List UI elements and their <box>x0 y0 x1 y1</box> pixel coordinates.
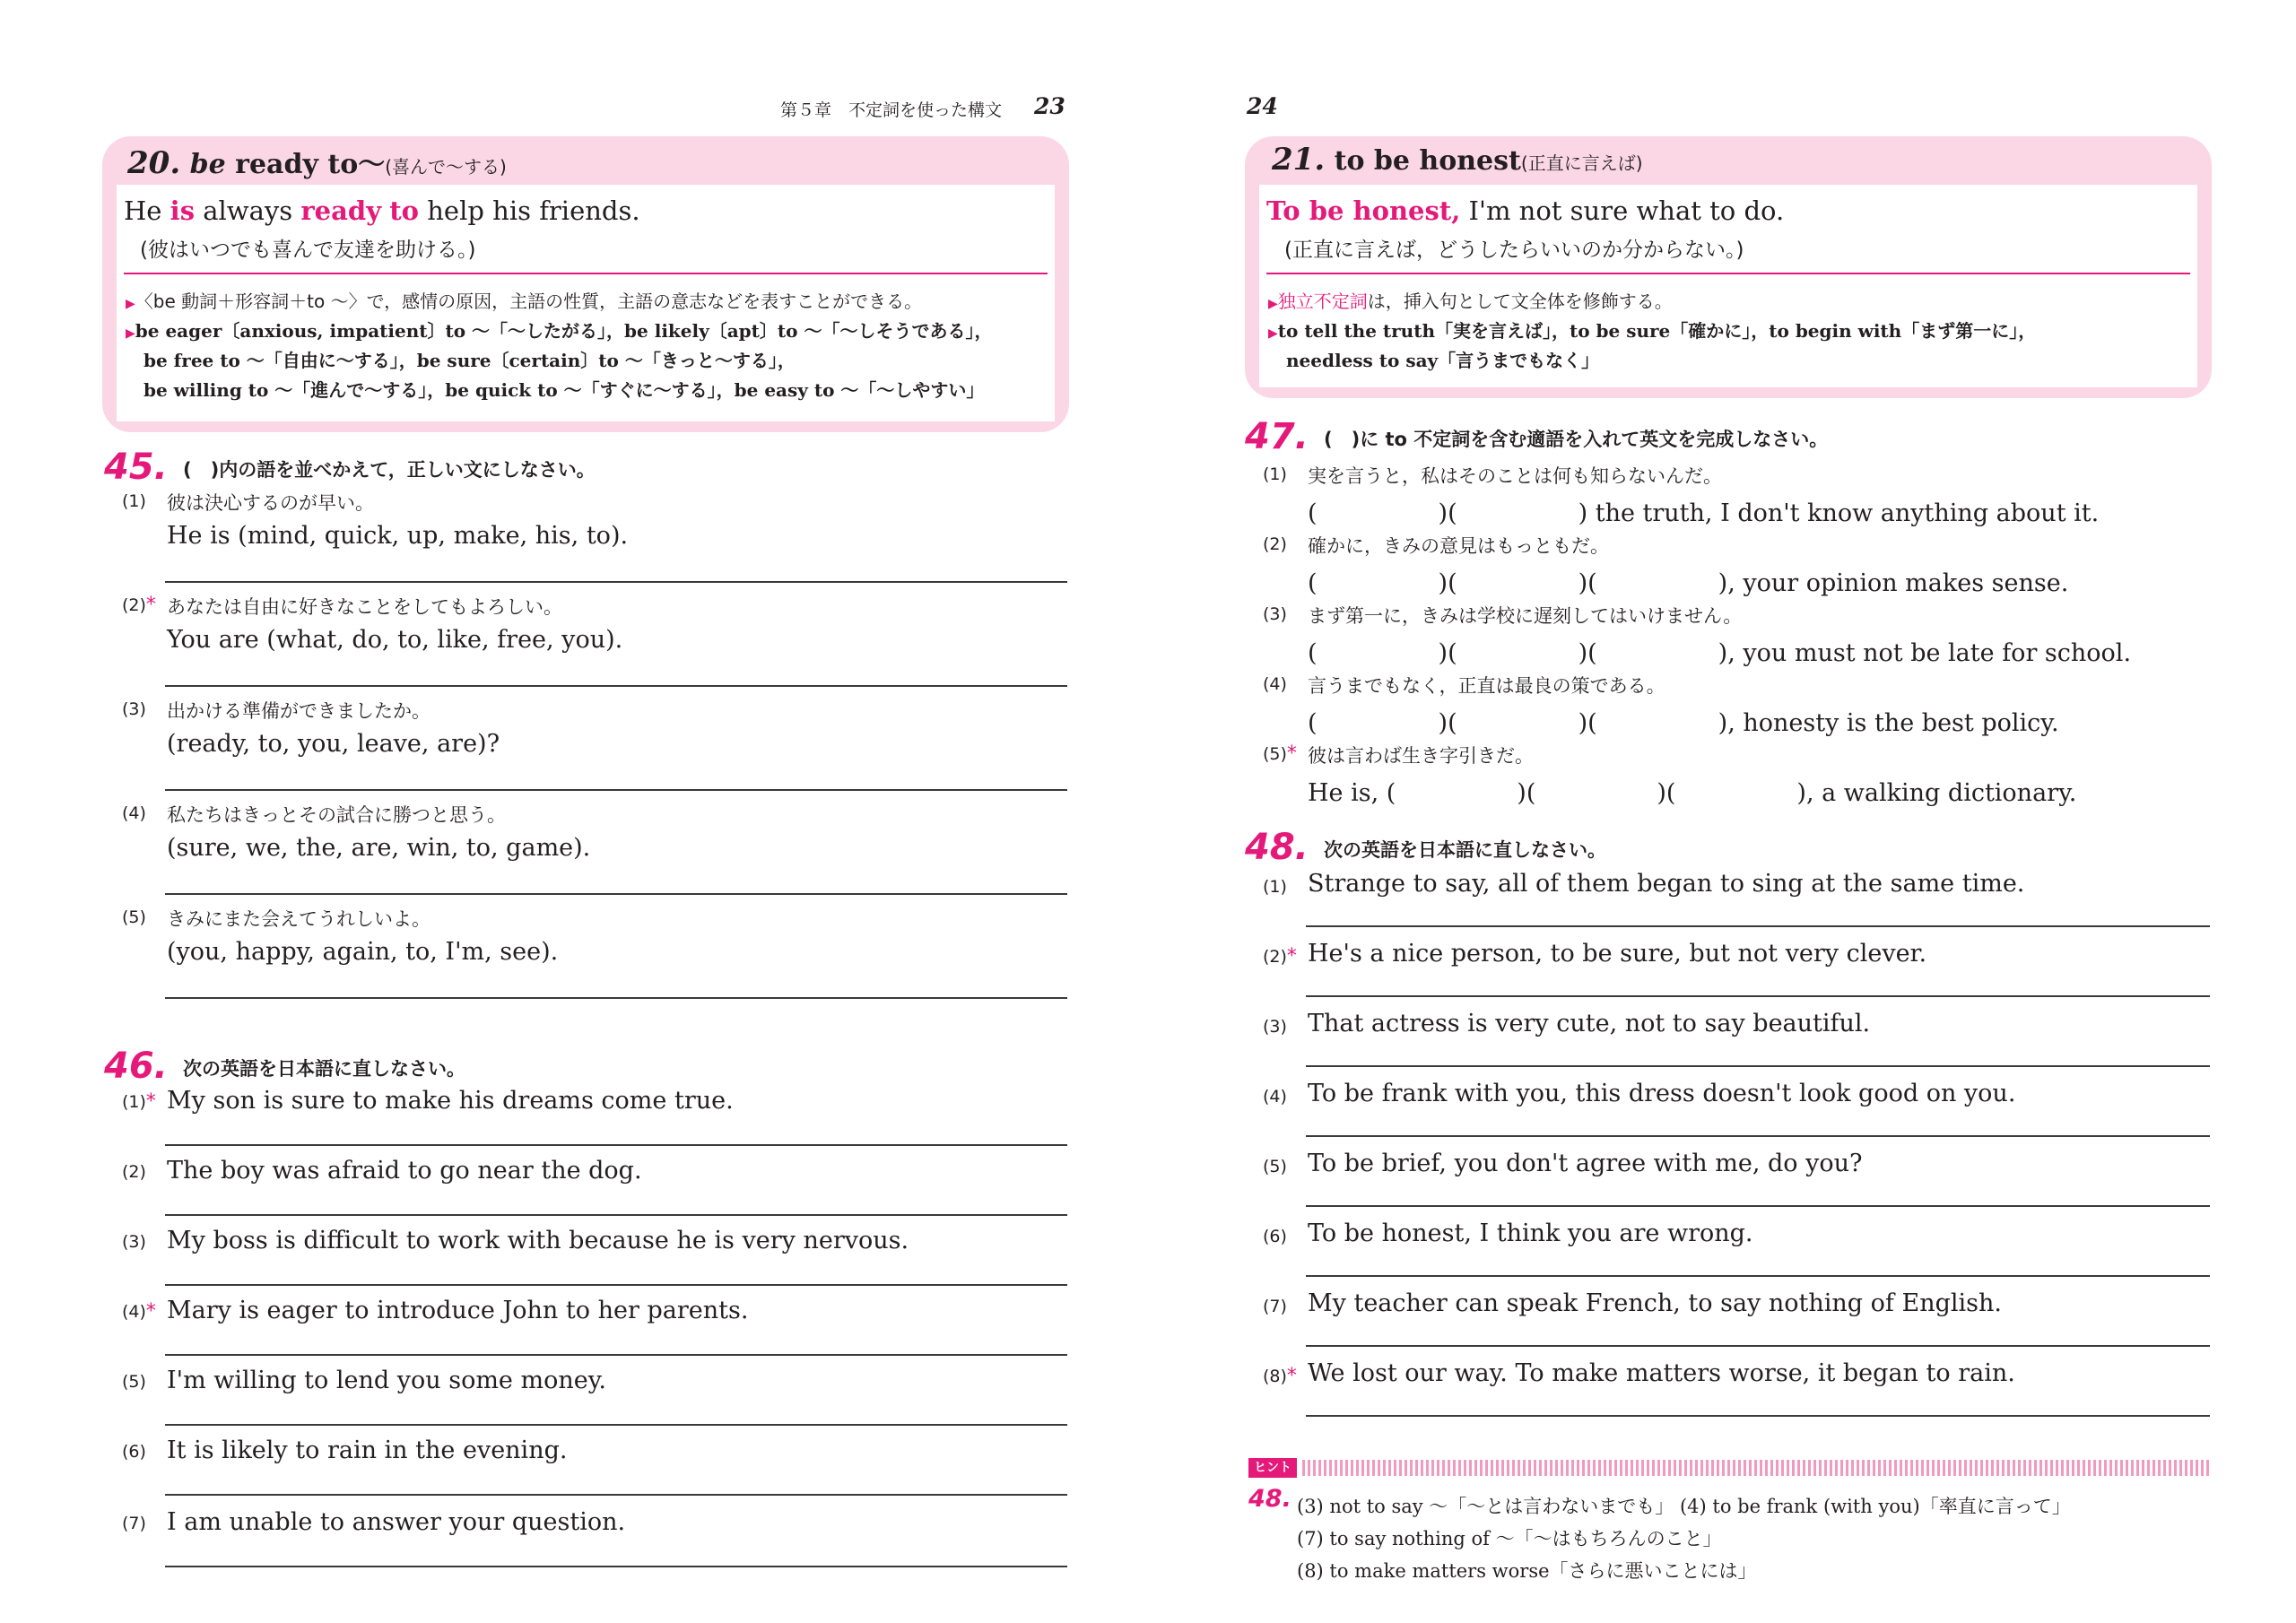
ex47-q5-en: He is, ( )( )( ), a walking dictionary. <box>1308 779 2077 807</box>
answer-line <box>1306 1275 2210 1277</box>
ex48-q4-number: (4) <box>1263 1087 1287 1107</box>
ex46-q6-number: (6) <box>122 1442 146 1462</box>
ex47-q4-en: ( )( )( ), honesty is the best policy. <box>1308 709 2059 737</box>
note-21-2: ▶to tell the truth「実を言えば」，to be sure「確かに」，to begin with「まず第一に」， <box>1268 320 2037 342</box>
answer-line <box>1306 1065 2210 1067</box>
exercise-46-number: 46. <box>104 1046 168 1087</box>
note-20-1: ▶〈be 動詞＋形容詞＋to 〜〉で，感情の原因，主語の性質，主語の意志などを表すことができる。 <box>126 291 923 312</box>
ex48-q7-en: My teacher can speak French, to say nothing of English. <box>1308 1289 2002 1317</box>
exercise-47-number: 47. <box>1245 416 1309 457</box>
ex45-q4-jp: 私たちはきっとその試合に勝つと思う。 <box>167 804 506 826</box>
ex47-q5-number: (5)* <box>1263 742 1297 765</box>
example-sentence-21: To be honest, I'm not sure what to do. <box>1266 195 1785 226</box>
ex47-q1-en: ( )( ) the truth, I don't know anything about it. <box>1308 499 2100 527</box>
ex45-q3-number: (3) <box>122 699 146 719</box>
ex47-q4-jp: 言うまでもなく，正直は最良の策である。 <box>1308 675 1665 697</box>
box-20-divider <box>124 273 1048 274</box>
example-translation-20: (彼はいつでも喜んで友達を助ける。) <box>140 239 476 262</box>
ex45-q2-number: (2)* <box>122 594 156 616</box>
ex48-q1-number: (1) <box>1263 877 1287 897</box>
hint-line-1: (3) not to say 〜「〜とは言わないまでも」 (4) to be frank (with you)「率直に言って」 <box>1297 1496 2071 1517</box>
ex46-q4-number: (4)* <box>122 1300 156 1323</box>
answer-line <box>165 1284 1067 1286</box>
answer-line <box>165 1354 1067 1356</box>
ex46-q6-en: It is likely to rain in the evening. <box>167 1436 568 1464</box>
ex45-q2-en: You are (what, do, to, like, free, you). <box>167 626 623 654</box>
ex46-q7-number: (7) <box>122 1514 146 1533</box>
ex47-q3-en: ( )( )( ), you must not be late for school. <box>1308 639 2132 667</box>
answer-line <box>165 1424 1067 1426</box>
ex46-q1-number: (1)* <box>122 1090 156 1113</box>
grammar-box-21-title: 21. to be honest(正直に言えば) <box>1272 142 1643 178</box>
ex48-q3-en: That actress is very cute, not to say beautiful. <box>1308 1010 1871 1037</box>
box-21-divider <box>1266 273 2190 274</box>
exercise-45-instruction: ( )内の語を並べかえて，正しい文にしなさい。 <box>183 459 596 481</box>
ex46-q5-en: I'm willing to lend you some money. <box>167 1367 606 1394</box>
hint-badge: ヒント <box>1248 1458 1297 1478</box>
answer-line <box>165 893 1067 895</box>
note-21-1: ▶独立不定詞は，挿入句として文全体を修飾する。 <box>1268 291 1673 312</box>
ex48-q1-en: Strange to say, all of them began to sing at the same time. <box>1308 870 2025 898</box>
example-translation-21: (正直に言えば，どうしたらいいのか分からない。) <box>1284 239 1744 262</box>
exercise-47-instruction: ( )に to 不定詞を含む適語を入れて英文を完成しなさい。 <box>1324 429 1829 450</box>
ex47-q2-en: ( )( )( ), your opinion makes sense. <box>1308 569 2069 597</box>
ex48-q3-number: (3) <box>1263 1017 1287 1037</box>
hint-line-3: (8) to make matters worse「さらに悪いことには」 <box>1297 1560 1757 1582</box>
ex48-q8-number: (8)* <box>1263 1365 1297 1387</box>
ex47-q1-jp: 実を言うと，私はそのことは何も知らないんだ。 <box>1308 465 1722 487</box>
ex48-q6-number: (6) <box>1263 1227 1287 1246</box>
answer-line <box>165 581 1067 583</box>
exercise-45-number: 45. <box>104 447 168 488</box>
ex47-q3-jp: まず第一に，きみは学校に遅刻してはいけません。 <box>1308 605 1743 627</box>
ex45-q5-number: (5) <box>122 907 146 927</box>
ex46-q3-en: My boss is difficult to work with because he is very nervous. <box>167 1227 909 1254</box>
page-number-right: 24 <box>1247 93 1278 119</box>
ex45-q5-en: (you, happy, again, to, I'm, see). <box>167 938 559 966</box>
hint-bar <box>1302 1460 2212 1476</box>
ex46-q4-en: Mary is eager to introduce John to her parents. <box>167 1297 749 1324</box>
ex47-q3-number: (3) <box>1263 604 1287 624</box>
answer-line <box>1306 1135 2210 1137</box>
answer-line <box>1306 995 2210 997</box>
answer-line <box>1306 1415 2210 1417</box>
note-21-3: needless to say「言うまでもなく」 <box>1286 350 1600 371</box>
example-sentence-20: He is always ready to help his friends. <box>124 195 640 226</box>
answer-line <box>1306 925 2210 927</box>
ex47-q1-number: (1) <box>1263 464 1287 484</box>
note-20-3: be free to 〜「自由に〜する」，be sure〔certain〕to 〜「きっと〜する」， <box>144 350 796 371</box>
hint-line-2: (7) to say nothing of 〜「〜はもちろんのこと」 <box>1297 1528 1722 1549</box>
ex48-q2-en: He's a nice person, to be sure, but not very clever. <box>1308 940 1927 968</box>
answer-line <box>1306 1205 2210 1207</box>
chapter-header: 第５章 不定詞を使った構文 <box>780 100 1003 120</box>
ex45-q2-jp: あなたは自由に好きなことをしてもよろしい。 <box>167 596 562 618</box>
page-number-left: 23 <box>1034 93 1065 119</box>
exercise-48-number: 48. <box>1245 827 1309 868</box>
ex47-q2-jp: 確かに，きみの意見はもっともだ。 <box>1308 535 1609 557</box>
ex47-q4-number: (4) <box>1263 674 1287 694</box>
ex45-q1-number: (1) <box>122 491 146 511</box>
ex47-q5-jp: 彼は言わば生き字引きだ。 <box>1308 745 1534 767</box>
ex48-q7-number: (7) <box>1263 1297 1287 1316</box>
ex48-q5-en: To be brief, you don't agree with me, do you? <box>1308 1150 1863 1177</box>
answer-line <box>165 789 1067 791</box>
answer-line <box>165 997 1067 999</box>
ex48-q5-number: (5) <box>1263 1157 1287 1176</box>
ex46-q2-en: The boy was afraid to go near the dog. <box>167 1157 642 1185</box>
ex45-q5-jp: きみにまた会えてうれしいよ。 <box>167 908 430 930</box>
ex46-q2-number: (2) <box>122 1162 146 1182</box>
ex46-q7-en: I am unable to answer your question. <box>167 1508 626 1536</box>
answer-line <box>1306 1345 2210 1347</box>
answer-line <box>165 1494 1067 1496</box>
ex48-q6-en: To be honest, I think you are wrong. <box>1308 1219 1753 1247</box>
ex46-q3-number: (3) <box>122 1232 146 1252</box>
answer-line <box>165 685 1067 687</box>
ex48-q2-number: (2)* <box>1263 945 1297 968</box>
grammar-box-20-title: 20. be ready to〜(喜んで〜する) <box>127 145 507 181</box>
note-20-4: be willing to 〜「進んで〜する」，be quick to 〜「すぐに〜する」，be easy to 〜「〜しやすい」 <box>144 379 985 401</box>
hint-48-number: 48. <box>1248 1485 1292 1513</box>
answer-line <box>165 1566 1067 1567</box>
exercise-46-instruction: 次の英語を日本語に直しなさい。 <box>183 1058 465 1080</box>
ex45-q3-jp: 出かける準備ができましたか。 <box>167 700 430 722</box>
ex45-q4-en: (sure, we, the, are, win, to, game). <box>167 834 591 862</box>
ex45-q3-en: (ready, to, you, leave, are)? <box>167 730 500 758</box>
ex46-q5-number: (5) <box>122 1372 146 1392</box>
ex45-q1-jp: 彼は決心するのが早い。 <box>167 492 374 514</box>
answer-line <box>165 1144 1067 1146</box>
ex45-q4-number: (4) <box>122 803 146 823</box>
exercise-48-instruction: 次の英語を日本語に直しなさい。 <box>1324 839 1606 861</box>
answer-line <box>165 1214 1067 1216</box>
ex48-q8-en: We lost our way. To make matters worse, it began to rain. <box>1308 1359 2015 1387</box>
ex46-q1-en: My son is sure to make his dreams come true. <box>167 1087 734 1115</box>
ex48-q4-en: To be frank with you, this dress doesn't look good on you. <box>1308 1080 2016 1107</box>
ex45-q1-en: He is (mind, quick, up, make, his, to). <box>167 522 629 550</box>
note-20-2: ▶be eager〔anxious, impatient〕to 〜「〜したがる」，be likely〔apt〕to 〜「〜しそうである」， <box>126 320 993 342</box>
ex47-q2-number: (2) <box>1263 534 1287 554</box>
